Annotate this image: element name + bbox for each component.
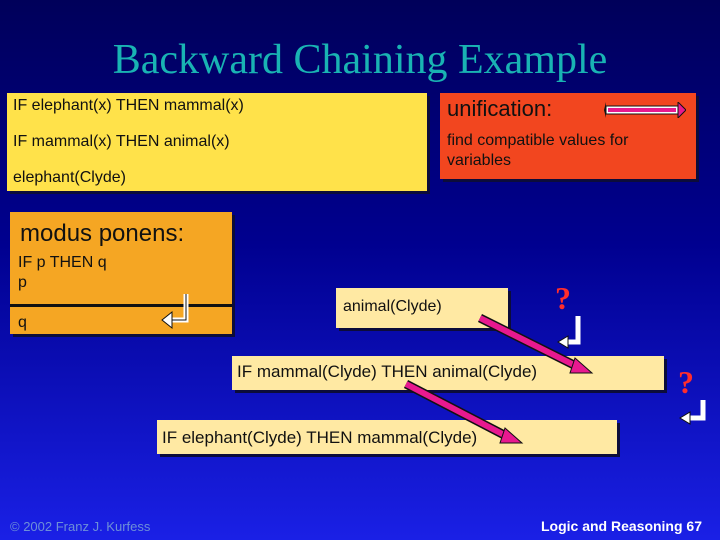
question-mark-2: ? [678, 364, 694, 400]
conclusion: q [18, 314, 27, 331]
rule-mammal-animal: IF mammal(x) THEN animal(x) [13, 133, 230, 150]
down-left-arrow-icon [680, 400, 703, 424]
fact-elephant-clyde: elephant(Clyde) [13, 169, 126, 186]
derived-rule-elephant-mammal: IF elephant(Clyde) THEN mammal(Clyde) [162, 428, 478, 447]
question-mark-1: ? [555, 280, 571, 316]
modus-ponens-title: modus ponens: [20, 220, 185, 247]
goal-animal-clyde: animal(Clyde) [343, 298, 442, 315]
copyright-footer: © 2002 Franz J. Kurfess [10, 519, 151, 534]
unification-description: find compatible values for variables [447, 132, 629, 169]
unification-title: unification: [447, 96, 553, 121]
diagonal-arrow-icon [480, 318, 592, 373]
down-left-arrow-icon [558, 316, 578, 348]
rule-elephant-mammal: IF elephant(x) THEN mammal(x) [13, 97, 244, 114]
diagonal-arrow-icon [406, 384, 522, 443]
slide-title: Backward Chaining Example [112, 37, 608, 83]
course-page-footer: Logic and Reasoning 67 [540, 518, 702, 534]
derived-rule-mammal-animal: IF mammal(Clyde) THEN animal(Clyde) [237, 362, 538, 381]
premise-fact: p [18, 274, 27, 291]
premise-rule: IF p THEN q [18, 254, 107, 271]
